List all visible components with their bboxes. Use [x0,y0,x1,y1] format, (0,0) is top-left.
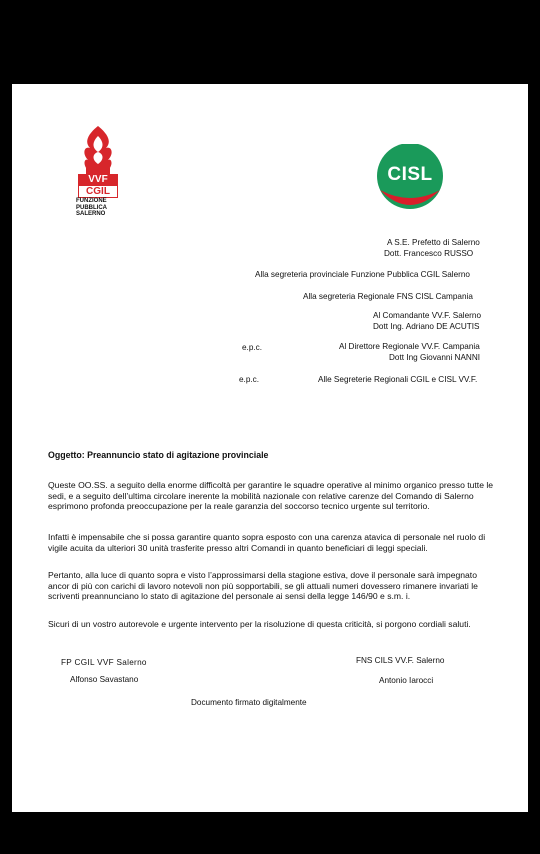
logo-line-funzione: FUNZIONE [76,198,107,204]
recipient-comandante: Al Comandante VV.F. Salerno Dott Ing. Adriano DE ACUTIS [373,311,482,331]
epc-label-1: e.p.c. [242,343,263,352]
body-paragraph-3: Pertanto, alla luce di quanto sopra e visto l’approssimarsi della stagione estiva, dove il personale sarà impegnato ancor di più con carichi di lavoro notevoli non più sopportabili, se gli attuali numeri dovessero rimanere invariati le scriventi preannunciano lo stato di agitazione del personale ai sensi della legge 146/90 e s.m. i. [48,570,478,602]
recipient-prefetto: A S.E. Prefetto di Salerno Dott. Francesco RUSSO [384,238,480,258]
signature-right-org: FNS CILS VV.F. Salerno [356,656,445,665]
body-paragraph-1: Queste OO.SS. a seguito della enorme difficoltà per garantire le squadre operative al minimo organico presso tutte le sedi, e a seguito dell’ultima circolare inerente la mobilità nazionale con relative carenze del Comando di Salerno esprimono profonda preoccupazione per la reale garanzia del soccorso tecnico urgente sul territorio. [48,480,494,512]
body-paragraph-2: Infatti è impensabile che si possa garantire quanto sopra esposto con una carenza atavica di personale nel ruolo di vigile acuita da ulteriori 30 unità trasferite presso altri Comandi in quanto beneficiari di leggi speciali. [48,532,486,553]
letter-page [12,84,528,812]
logo-vvf-text: VVF [78,174,118,185]
signature-right-name: Antonio Iarocci [379,676,434,685]
recipient-segreterie: Alle Segreterie Regionali CGIL e CISL VV.F. [318,375,478,384]
recipient-direttore: Al Direttore Regionale VV.F. Campania Dott Ing Giovanni NANNI [339,342,481,362]
fp-cgil-vvf-logo [74,124,122,220]
logo-cgil-text: CGIL [78,185,118,198]
digital-signature-note: Documento firmato digitalmente [191,698,307,707]
cisl-logo-text: CISL [387,164,433,185]
flame-icon [78,124,118,176]
epc-label-2: e.p.c. [239,375,260,384]
recipient-fns-cisl: Alla segreteria Regionale FNS CISL Campania [303,292,473,301]
cisl-logo [374,144,446,216]
logo-line-salerno: SALERNO [76,211,106,217]
recipient-fp-cgil: Alla segreteria provinciale Funzione Pubblica CGIL Salerno [255,270,470,279]
body-paragraph-4: Sicuri di un vostro autorevole e urgente intervento per la risoluzione di questa criticità, si porgono cordiali saluti. [48,619,471,629]
signature-left-name: Alfonso Savastano [70,675,139,684]
signature-left-org: FP CGIL VVF Salerno [61,658,147,667]
subject-line: Oggetto: Preannuncio stato di agitazione provinciale [48,450,269,460]
logo-line-pubblica: PUBBLICA [76,204,107,211]
